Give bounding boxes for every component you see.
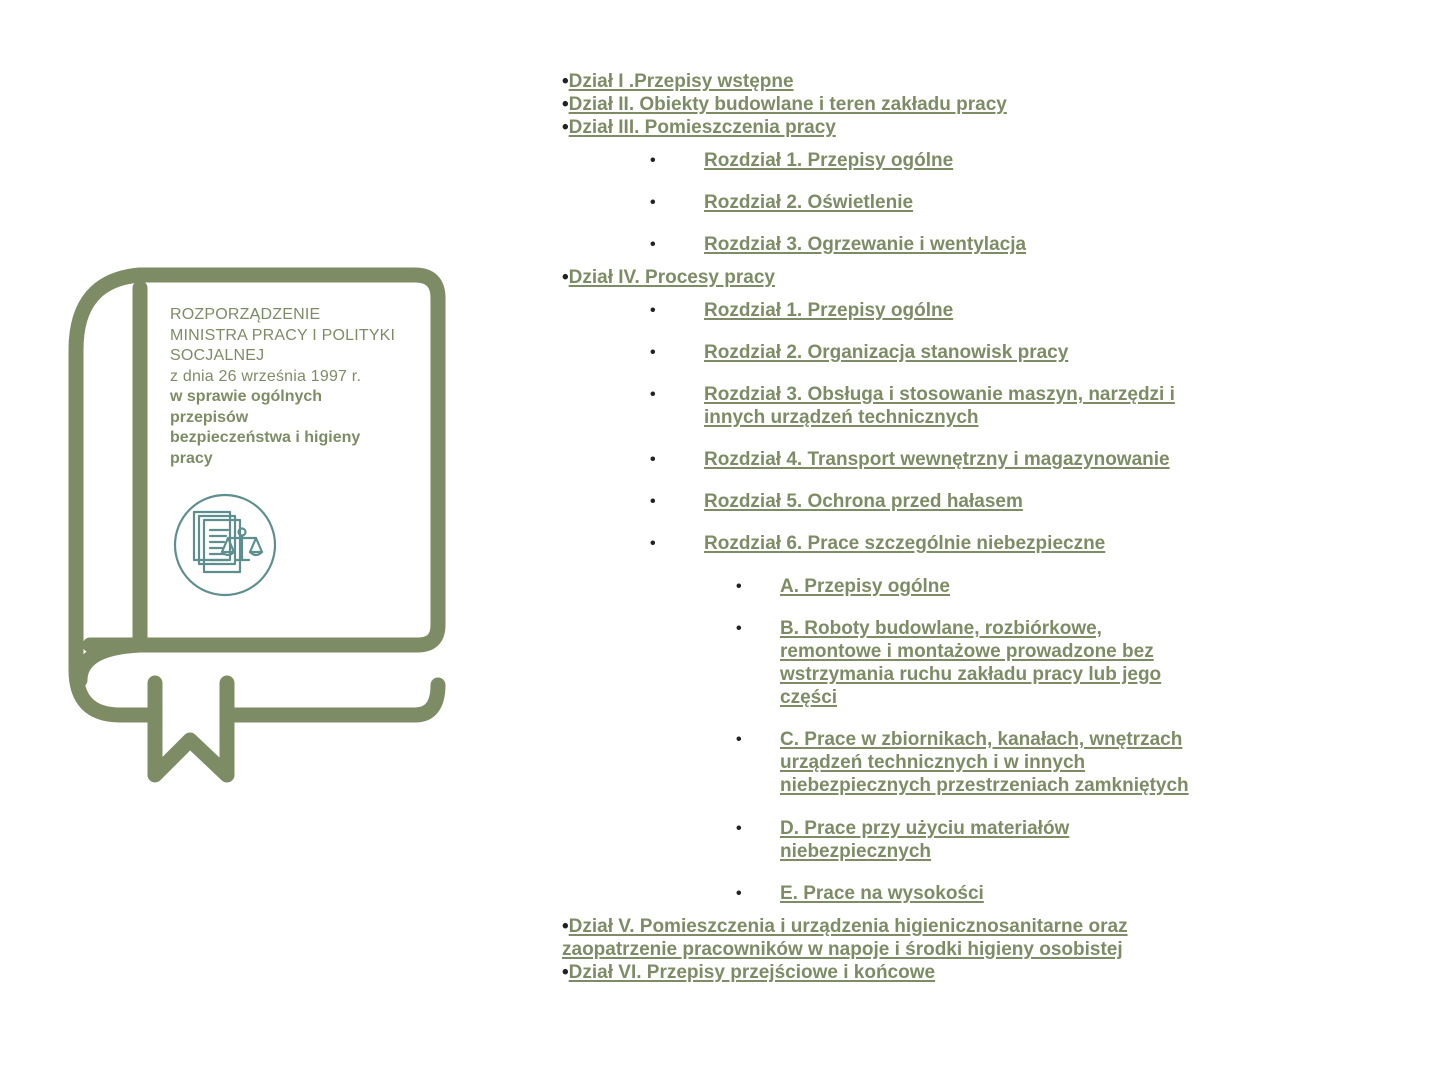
bullet: •: [562, 267, 569, 288]
bullet: •: [562, 71, 569, 92]
toc-item-dzial-4: [562, 266, 775, 289]
link-dzial-4-rozdzial-3[interactable]: Rozdział 3. Obsługa i stosowanie maszyn, narzędzi i: [704, 384, 1175, 405]
link-rozdzial-6-c-cont[interactable]: niebezpiecznych przestrzeniach zamkniętych: [780, 775, 1189, 796]
bullet: •: [562, 117, 569, 138]
link-dzial-4-rozdzial-1[interactable]: Rozdział 1. Przepisy ogólne: [704, 300, 954, 321]
toc-item-dzial-3: [562, 116, 836, 139]
bullet: •: [650, 302, 656, 319]
table-of-contents: [562, 0, 1422, 1080]
link-dzial-4-rozdzial-5[interactable]: Rozdział 5. Ochrona przed hałasem: [704, 491, 1023, 512]
link-rozdzial-6-a[interactable]: A. Przepisy ogólne: [780, 576, 950, 597]
bullet: •: [650, 451, 656, 468]
link-dzial-4-rozdzial-4[interactable]: Rozdział 4. Transport wewnętrzny i magazynowanie: [704, 449, 1170, 470]
toc-item-dzial-1: [562, 70, 794, 93]
link-rozdzial-6-b-cont[interactable]: części: [780, 687, 838, 708]
link-dzial-2[interactable]: Dział II. Obiekty budowlane i teren zakładu pracy: [568, 94, 1007, 115]
cover-subject-line: przepisów: [170, 408, 249, 426]
link-dzial-4[interactable]: Dział IV. Procesy pracy: [568, 267, 775, 288]
link-dzial-4-rozdzial-6[interactable]: Rozdział 6. Prace szczególnie niebezpieczne: [704, 533, 1106, 554]
documents-with-scales-icon: [170, 490, 280, 600]
bullet: •: [650, 152, 656, 169]
cover-date: z dnia 26 września 1997 r.: [170, 367, 362, 385]
link-dzial-3[interactable]: Dział III. Pomieszczenia pracy: [568, 117, 836, 138]
cover-title-line: ROZPORZĄDZENIE: [170, 306, 321, 323]
link-rozdzial-6-d[interactable]: D. Prace przy użyciu materiałów: [780, 818, 1070, 839]
bullet: •: [562, 962, 569, 983]
cover-subject-line: bezpieczeństwa i higieny: [170, 429, 361, 446]
bullet: •: [736, 578, 742, 595]
bullet: •: [562, 916, 569, 937]
link-rozdzial-6-e[interactable]: E. Prace na wysokości: [780, 883, 984, 904]
link-dzial-6[interactable]: Dział VI. Przepisy przejściowe i końcowe: [568, 962, 936, 983]
cover-title-line: SOCJALNEJ: [170, 347, 265, 364]
link-dzial-4-rozdzial-2[interactable]: Rozdział 2. Organizacja stanowisk pracy: [704, 342, 1069, 363]
bullet: •: [736, 820, 742, 837]
bullet: •: [650, 194, 656, 211]
bullet: •: [650, 493, 656, 510]
link-dzial-5[interactable]: Dział V. Pomieszczenia i urządzenia higienicznosanitarne oraz: [568, 916, 1128, 937]
bullet: •: [650, 535, 656, 552]
link-rozdzial-6-d-cont[interactable]: niebezpiecznych: [780, 841, 931, 862]
link-rozdzial-6-b[interactable]: B. Roboty budowlane, rozbiórkowe,: [780, 618, 1102, 639]
link-dzial-3-rozdzial-1[interactable]: Rozdział 1. Przepisy ogólne: [704, 150, 954, 171]
link-dzial-1[interactable]: Dział I .Przepisy wstępne: [568, 71, 794, 92]
cover-subject-line: pracy: [170, 449, 213, 467]
cover-subject-line: w sprawie ogólnych: [170, 388, 323, 405]
link-rozdzial-6-c[interactable]: C. Prace w zbiornikach, kanałach, wnętrzach: [780, 729, 1183, 750]
cover-title-line: MINISTRA PRACY I POLITYKI: [170, 326, 396, 344]
toc-item-dzial-2: [562, 93, 1007, 116]
link-rozdzial-6-b-cont[interactable]: wstrzymania ruchu zakładu pracy lub jego: [780, 664, 1162, 685]
bullet: •: [650, 386, 656, 403]
link-rozdzial-6-b-cont[interactable]: remontowe i montażowe prowadzone bez: [780, 641, 1154, 662]
cover-text: [170, 305, 430, 469]
link-dzial-3-rozdzial-3[interactable]: Rozdział 3. Ogrzewanie i wentylacja: [704, 234, 1027, 255]
link-dzial-5-cont[interactable]: zaopatrzenie pracowników w napoje i środki higieny osobistej: [562, 939, 1123, 960]
bullet: •: [736, 885, 742, 902]
link-rozdzial-6-c-cont[interactable]: urządzeń technicznych i w innych: [780, 752, 1086, 773]
bullet: •: [736, 731, 742, 748]
toc-item-dzial-6: [562, 961, 935, 984]
toc-item-dzial-5-cont: [562, 938, 1123, 961]
link-dzial-4-rozdzial-3-cont[interactable]: innych urządzeń technicznych: [704, 407, 979, 428]
bullet: •: [650, 236, 656, 253]
link-dzial-3-rozdzial-2[interactable]: Rozdział 2. Oświetlenie: [704, 192, 914, 213]
bullet: •: [650, 344, 656, 361]
toc-item-dzial-5: [562, 915, 1128, 938]
bullet: •: [736, 620, 742, 637]
bullet: •: [562, 94, 569, 115]
